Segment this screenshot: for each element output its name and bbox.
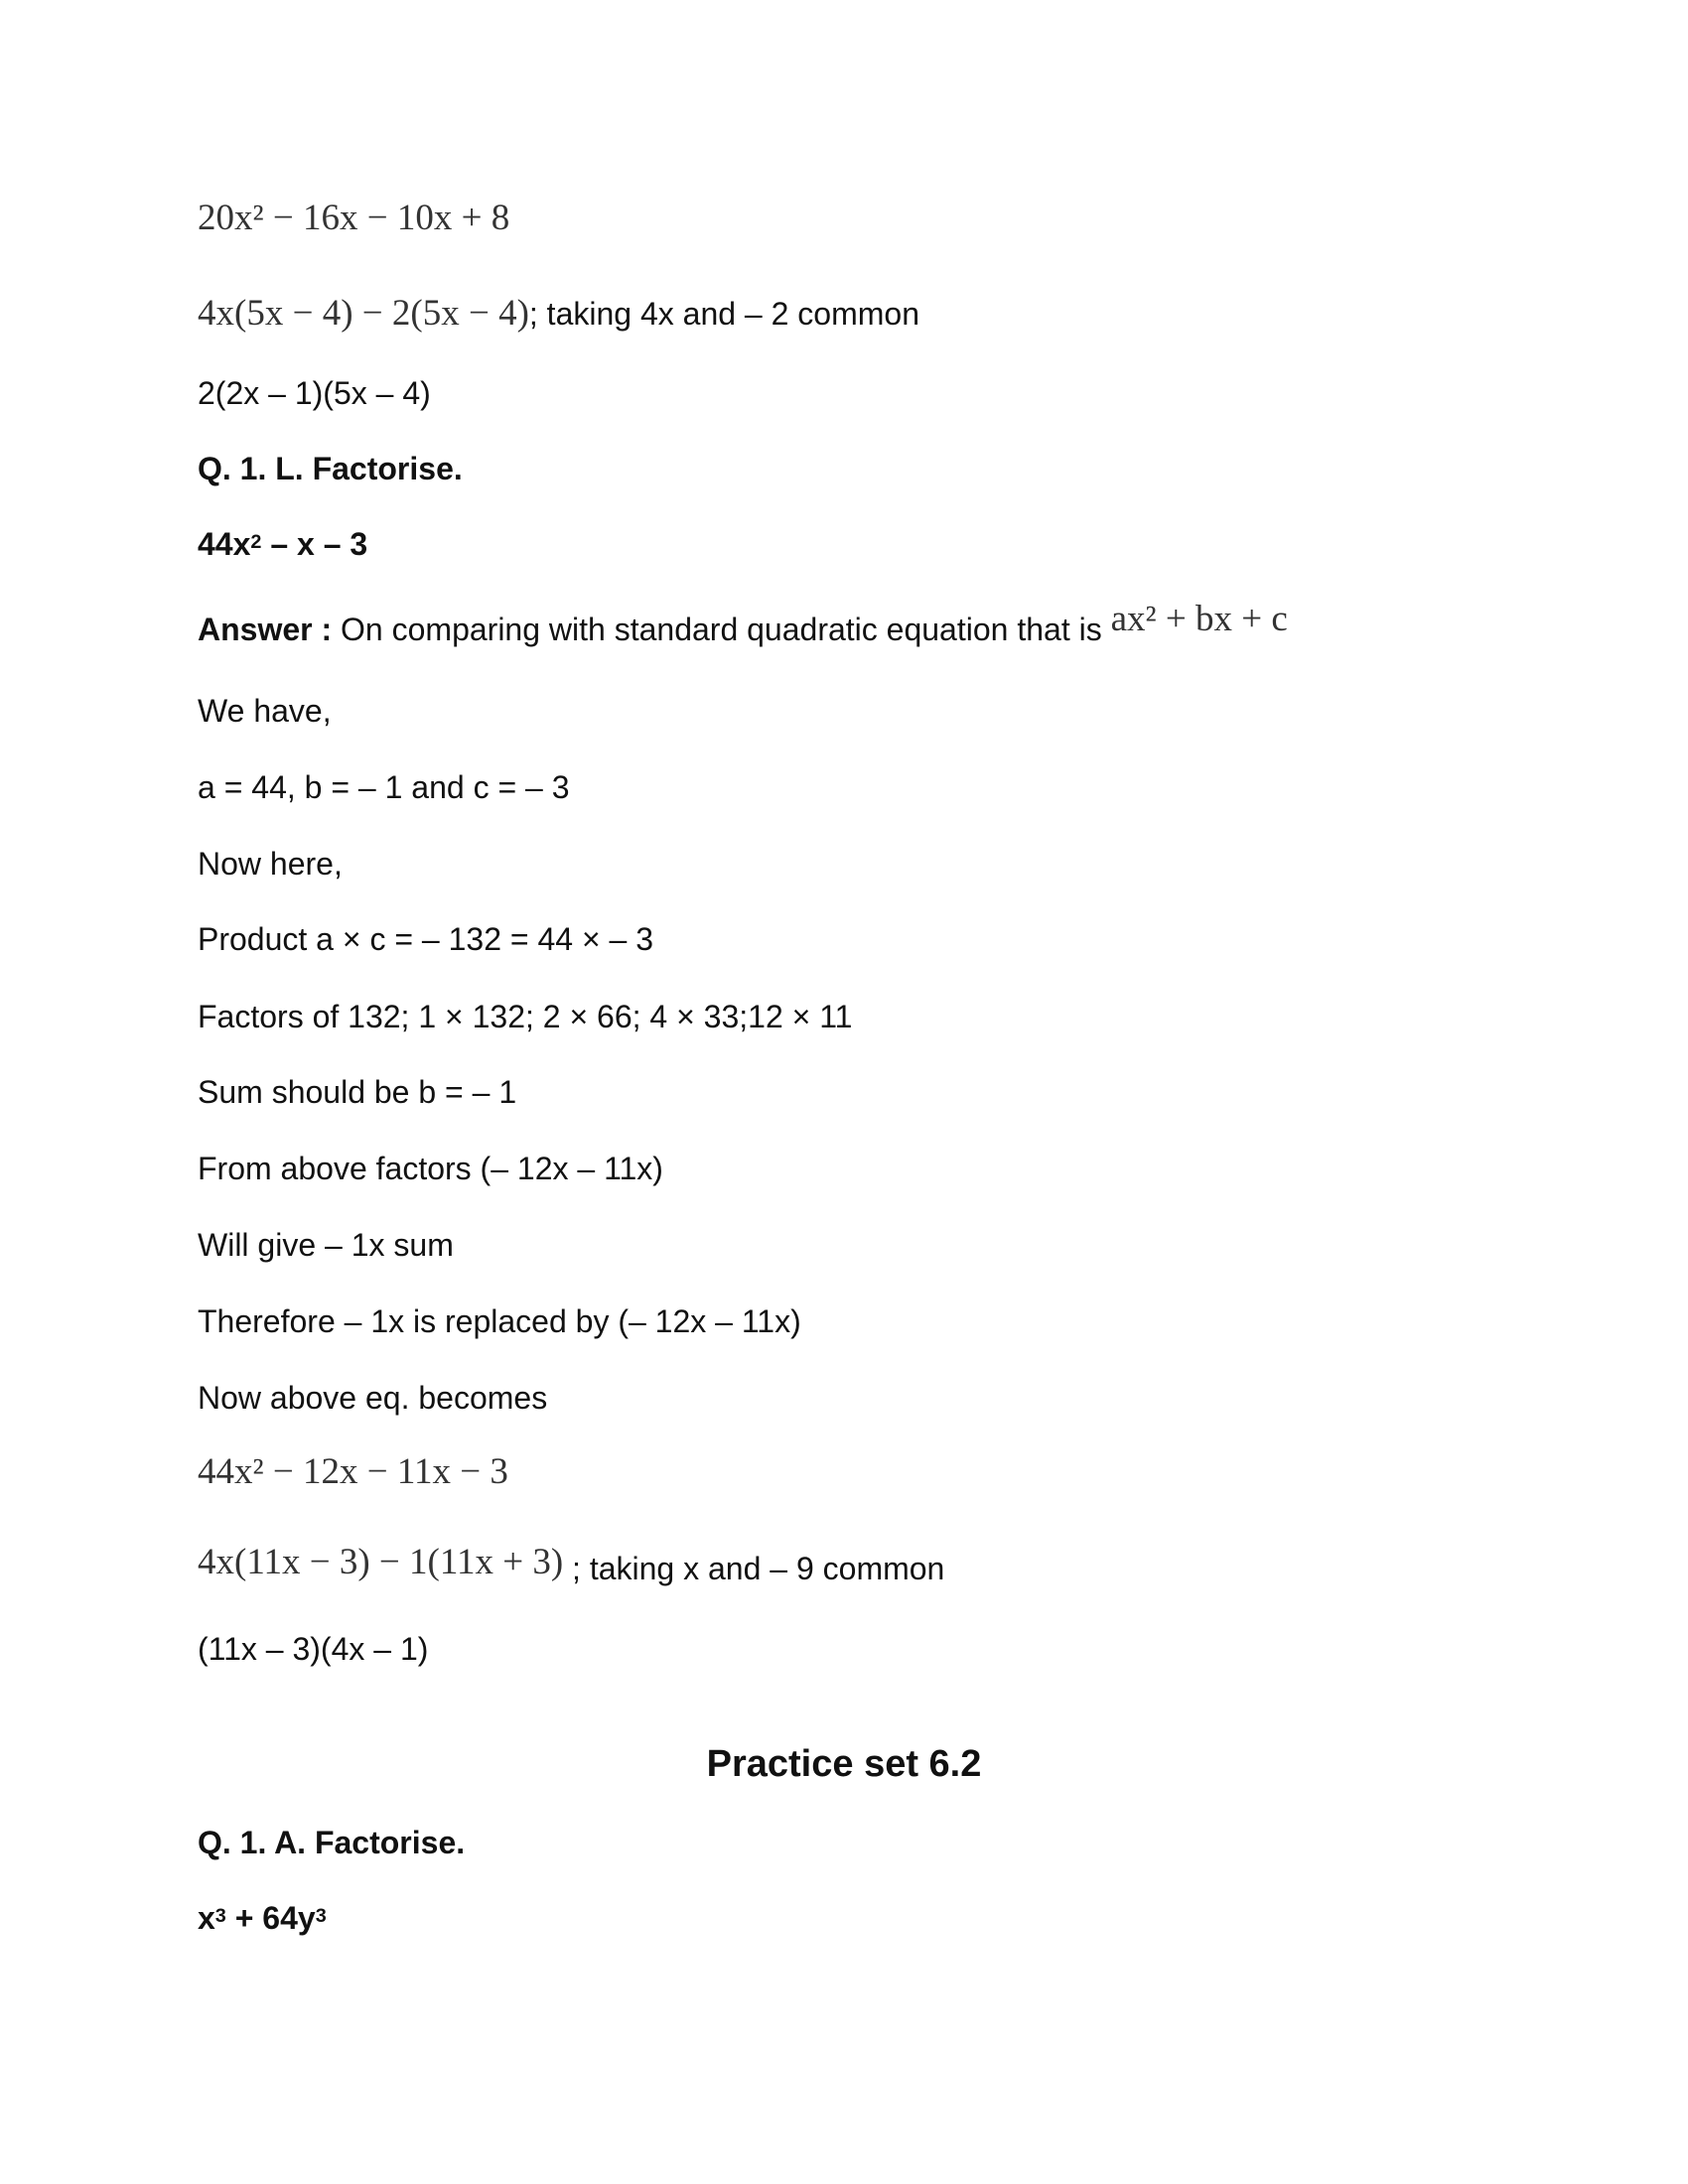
q1l-expr-rest: – x – 3	[261, 526, 368, 562]
from-above-line: From above factors (– 12x – 11x)	[198, 1151, 663, 1186]
equation-line-1: 44x² − 12x − 11x − 3	[198, 1451, 508, 1492]
question-1l-title: Q. 1. L. Factorise.	[198, 451, 463, 486]
answer-line	[198, 599, 1288, 649]
answer-text: On comparing with standard quadratic equation that is	[332, 612, 1111, 647]
q1l-expr-exponent: 2	[250, 531, 262, 554]
will-give-line: Will give – 1x sum	[198, 1227, 454, 1263]
equation-line-2-math: 4x(11x − 3) − 1(11x + 3)	[198, 1542, 564, 1582]
result-line-3: 2(2x – 1)(5x – 4)	[198, 375, 431, 411]
now-here-line: Now here,	[198, 846, 343, 882]
coefficients-line: a = 44, b = – 1 and c = – 3	[198, 769, 570, 805]
q1a-expr-exponent-1: 3	[214, 1905, 226, 1928]
question-1a-expression	[198, 1898, 327, 1938]
step-line-2	[198, 294, 919, 334]
q1a-expr-mid: + 64y	[225, 1900, 316, 1936]
sum-line: Sum should be b = – 1	[198, 1074, 517, 1110]
q1a-expr-exponent-2: 3	[315, 1905, 327, 1928]
therefore-line: Therefore – 1x is replaced by (– 12x – 11x)	[198, 1303, 801, 1339]
product-line: Product a × c = – 132 = 44 × – 3	[198, 921, 653, 957]
factors-line: Factors of 132; 1 × 132; 2 × 66; 4 × 33;12 × 11	[198, 999, 853, 1034]
expression-line-1: 20x² − 16x − 10x + 8	[198, 198, 510, 238]
section-heading: Practice set 6.2	[706, 1743, 982, 1785]
answer-standard-form: ax² + bx + c	[1110, 599, 1288, 639]
step-line-2-math: 4x(5x − 4) − 2(5x − 4)	[198, 293, 529, 334]
equation-line-2-note: ; taking x and – 9 common	[563, 1551, 945, 1586]
now-above-line: Now above eq. becomes	[198, 1380, 548, 1416]
we-have-line: We have,	[198, 693, 332, 729]
question-1a-title: Q. 1. A. Factorise.	[198, 1825, 466, 1860]
final-result-line: (11x – 3)(4x – 1)	[198, 1631, 429, 1667]
answer-label: Answer :	[198, 612, 333, 647]
equation-line-2	[198, 1542, 945, 1588]
question-1l-expression	[198, 524, 367, 564]
step-line-2-note: ; taking 4x and – 2 common	[528, 296, 919, 332]
q1l-expr-base: 44x	[198, 526, 251, 562]
q1a-expr-base: x	[198, 1900, 215, 1936]
